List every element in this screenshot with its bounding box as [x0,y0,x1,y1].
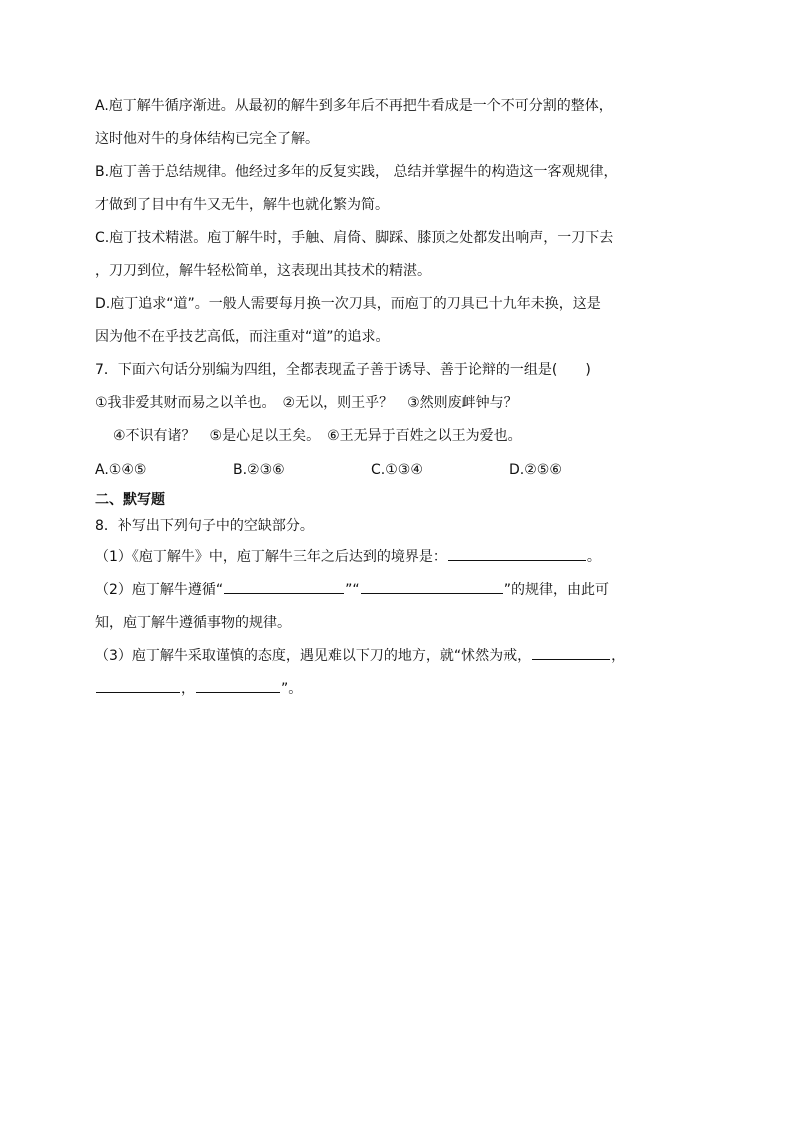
option-a-line-2: 这时他对牛的身体结构已完全了解。 [95,131,319,147]
question-8-part-3-line-2 [95,673,705,706]
option-d-line-2: 因为他不在乎技艺高低，而注重对“道”的追求。 [95,329,390,345]
part-2-mid: ”“ [345,582,360,598]
question-7-sentences-2: ④不识有诸？ ⑤是心足以王矣。 ⑥王无异于百姓之以王为爱也。 [113,428,522,444]
section-title-dictation: 二、默写题 [95,492,165,508]
option-c-line-2: ，刀刀到位，解牛轻松简单，这表现出其技术的精湛。 [95,263,431,279]
part-3-text: （3）庖丁解牛采取谨慎的态度，遇见难以下刀的地方，就“怵然为戒， [95,648,532,664]
choice-c[interactable]: C.①③④ [371,462,423,478]
part-3-comma: ， [611,648,626,664]
choice-b[interactable]: B.②③⑥ [233,462,285,478]
blank-6[interactable] [196,674,280,693]
blank-4[interactable] [532,641,610,660]
question-7-choices [95,453,705,487]
option-d-line-1: D.庖丁追求“道”。一般人需要每月换一次刀具，而庖丁的刀具已十九年未换，这是 [95,296,601,312]
choice-d[interactable]: D.②⑤⑥ [509,462,562,478]
option-b-line-1: B.庖丁善于总结规律。他经过多年的反复实践， 总结并掌握牛的构造这一客观规律， [95,164,618,180]
blank-5[interactable] [96,674,180,693]
question-7-sentences-1: ①我非爱其财而易之以羊也。 ②无以，则王乎？ ③然则废衅钟与？ [95,395,518,411]
question-7-stem: 7．下面六句话分别编为四组，全都表现孟子善于诱导、善于论辩的一组是( ) [95,362,591,378]
part-2-text: （2）庖丁解牛遵循“ [95,582,224,598]
question-8-part-2 [95,574,705,607]
option-c-line-1: C.庖丁技术精湛。庖丁解牛时，手触、肩倚、脚踩、膝顶之处都发出响声，一刀下去 [95,230,614,246]
document-page [95,90,705,706]
option-b-line-2: 才做到了目中有牛又无牛，解牛也就化繁为简。 [95,197,389,213]
question-8-part-2-line-2: 知，庖丁解牛遵循事物的规律。 [95,615,291,631]
blank-3[interactable] [361,575,503,594]
question-8-part-1 [95,541,705,574]
question-8-part-3 [95,640,705,673]
option-a-line-1: A.庖丁解牛循序渐进。从最初的解牛到多年后不再把牛看成是一个不可分割的整体， [95,98,613,114]
blank-2[interactable] [224,575,344,594]
choice-a[interactable]: A.①④⑤ [95,462,147,478]
blank-1[interactable] [448,542,586,561]
question-8-stem: 8．补写出下列句子中的空缺部分。 [95,518,314,534]
part-2-after: ”的规律，由此可 [503,582,609,598]
part-1-text: （1）《庖丁解牛》中，庖丁解牛三年之后达到的境界是： [95,549,447,565]
part-3-sep: ， [181,681,195,697]
part-1-end: 。 [586,549,601,565]
part-3-end: ”。 [281,681,303,697]
